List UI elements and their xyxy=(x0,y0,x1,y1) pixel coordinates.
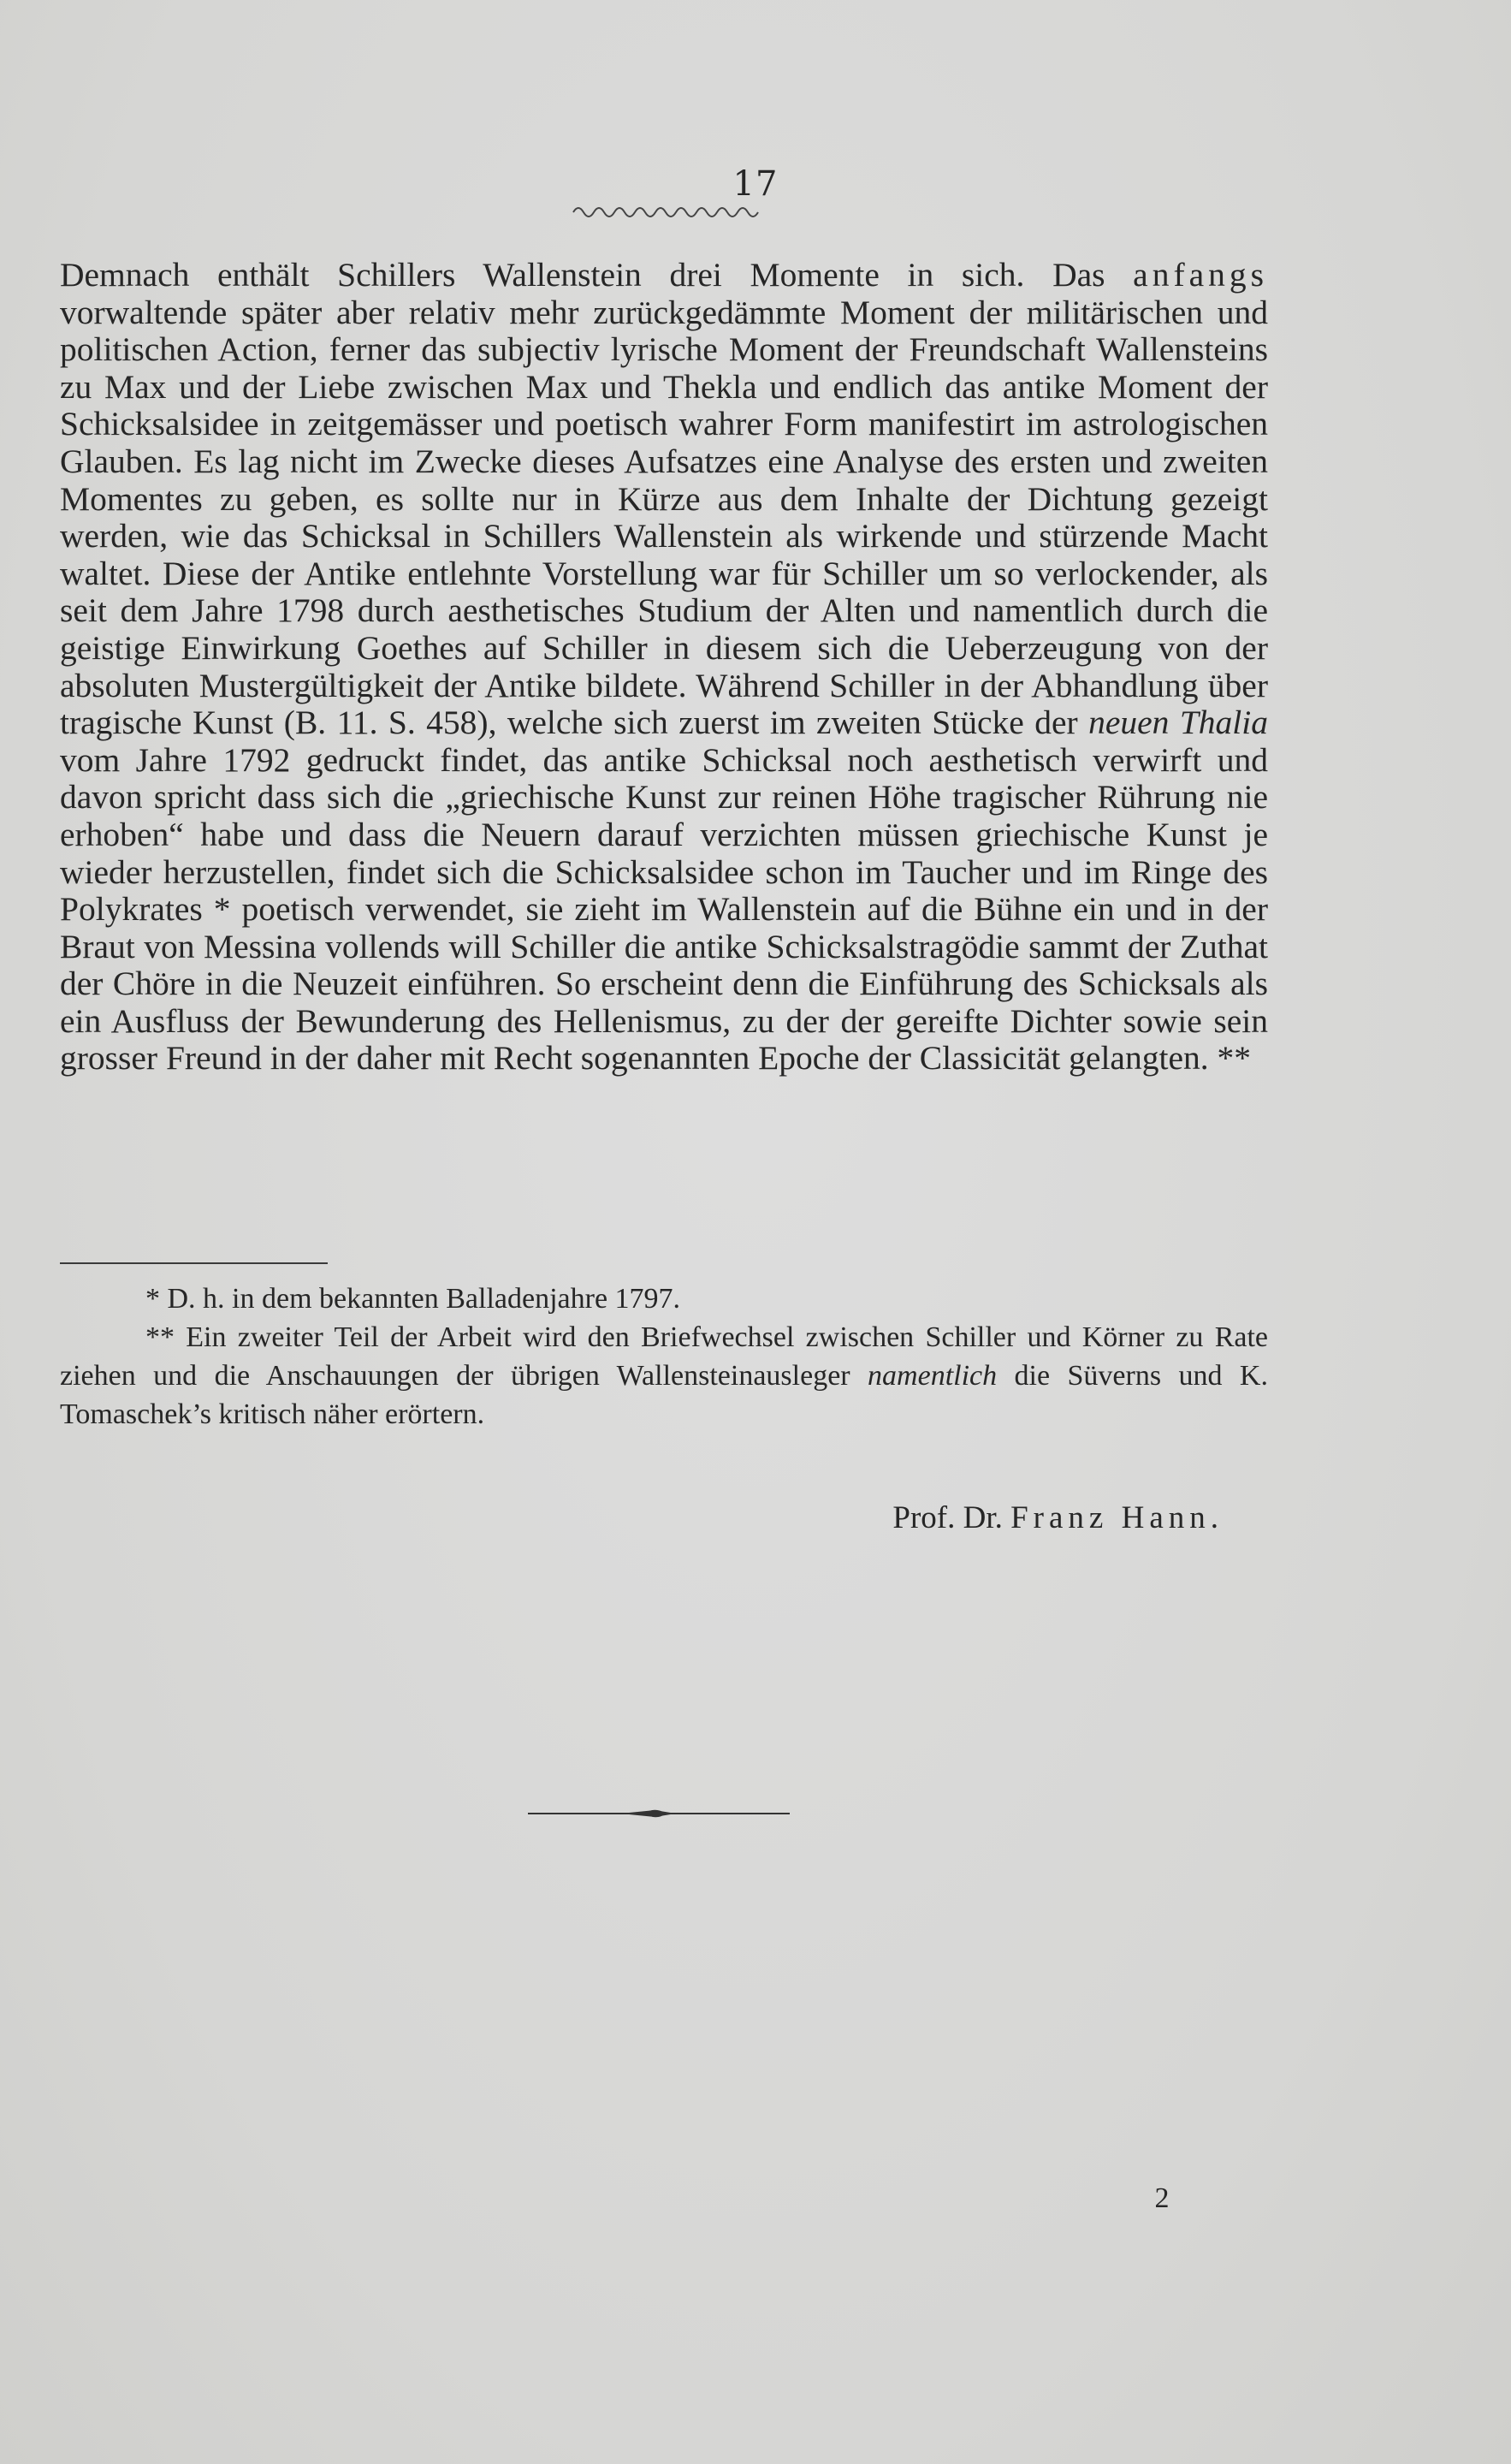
footnote-1: * D. h. in dem bekannten Balladenjahre 1797. xyxy=(145,1283,681,1315)
footnote-2-italic: namentlich xyxy=(868,1360,998,1392)
author-name: Franz Hann. xyxy=(1010,1500,1224,1535)
line-ornament-icon xyxy=(526,1802,791,1826)
sheet-signature-number: 2 xyxy=(1154,2182,1170,2214)
main-paragraph xyxy=(60,257,1268,1078)
footnote-2-text-b: die Süverns und K. Tomaschek’s kritisch näher erörtern. xyxy=(60,1360,1268,1430)
spaced-word: anfangs xyxy=(1133,256,1268,294)
paragraph-text-part2: vorwaltende später aber relativ mehr zurückgedämmte Moment der militärischen und politischen Action, ferner das subjectiv lyrische Moment der Freundschaft Wallensteins zu Max und der Liebe zwischen Max und Thekla und endlich das antike Moment der Schicksalsidee in zeitgemässer und poetisch wahrer Form manifestirt im astrologischen Glauben. Es lag nicht im Zwecke dieses Aufsatzes eine Analyse des ersten und zweiten Momentes zu geben, es sollte nur in Kürze aus dem Inhalte der Dichtung gezeigt werden, wie das Schicksal in Schillers Wallenstein als wirkende und stürzende Macht waltet. Diese der Antike entlehnte Vorstellung war für Schiller um so verlockender, als seit dem Jahre 1798 durch aesthetisches Studium der Alten und namentlich durch die geistige Einwirkung Goethes auf Schiller in diesem sich die Ueberzeugung von der absoluten Mustergültigkeit der Antike bildete. Während Schiller in der Abhandlung über tragische Kunst (B. 11. S. 458), welche sich zuerst im zweiten Stücke der xyxy=(60,293,1268,742)
author-title: Prof. Dr. xyxy=(892,1500,1011,1535)
italic-title: neuen Thalia xyxy=(1088,704,1268,742)
author-signature xyxy=(0,1499,1224,1536)
paragraph-text-part1: Demnach enthält Schillers Wallenstein drei Momente in sich. Das xyxy=(60,256,1134,294)
paragraph-text-part3: vom Jahre 1792 gedruckt findet, das antike Schicksal noch aesthetisch verwirft und davon spricht dass sich die „griechische Kunst zur reinen Höhe tragischer Rührung nie erhoben“ habe und dass die Neuern darauf verzichten müssen griechische Kunst je wieder herzustellen, findet sich die Schicksalsidee schon im Taucher und im Ringe des Polykrates * poetisch verwendet, sie zieht im Wallenstein auf die Bühne ein und in der Braut von Messina vollends will Schiller die antike Schicksalstragödie sammt der Zuthat der Chöre in die Neuzeit einführen. So erscheint denn die Einführung des Schicksals als ein Ausfluss der Bewunderung des Hellenismus, zu der der gereifte Dichter sowie sein grosser Freund in der daher mit Recht sogenannten Epoche der Classicität gelangten. ** xyxy=(60,740,1268,1078)
wavy-ornament-icon xyxy=(572,199,760,221)
footnote-2 xyxy=(60,1318,1268,1434)
footnotes xyxy=(60,1279,1268,1434)
footnote-divider xyxy=(60,1262,328,1264)
page-number: 17 xyxy=(732,164,779,204)
footnote-2-text-a: ** Ein zweiter Teil der Arbeit wird den Briefwechsel zwischen Schiller und Körner zu Rate ziehen und die Anschauungen der übrigen Wallensteinausleger xyxy=(60,1321,1268,1392)
